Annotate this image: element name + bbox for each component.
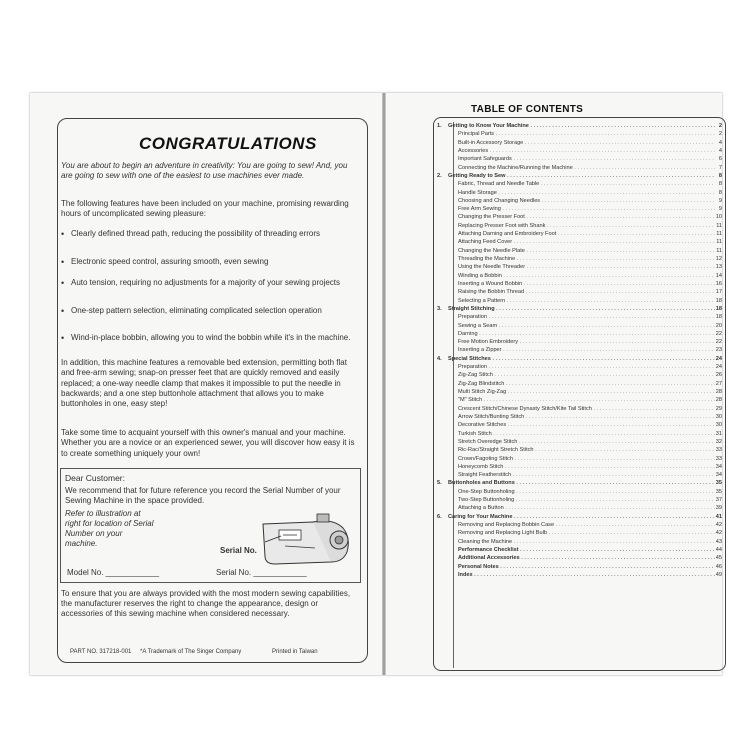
feature-item: • Clearly defined thread path, reducing the possibility of threading errors — [61, 229, 321, 239]
toc-chapter-number: 5. — [437, 480, 442, 487]
toc-entry-title: One-Step Buttonholing . . . — [458, 488, 715, 496]
toc-row — [434, 405, 725, 413]
toc-entry-title: Preparation . . . — [458, 313, 715, 321]
trademark-note: *A Trademark of The Singer Company — [140, 649, 242, 655]
addition-paragraph: In addition, this machine features a removable bed extension, permitting both flat and free-arm sewing; snap-on presser feet that are quickly removed and easily replaced; a one-way needle clamp that makes it impossible to put the needle in backwards; and a one step buttonhole attachment that allows you to make buttonholes in one, easy step! — [61, 358, 347, 409]
toc-page-number: 35 — [715, 488, 722, 495]
toc-entry-title: Ric-Rac/Straight Stretch Stitch . . . — [458, 446, 715, 454]
toc-page-number: 8 — [718, 181, 722, 188]
toc-row — [434, 189, 725, 197]
acquaint-paragraph: Take some time to acquaint yourself with this owner's manual and your machine. Whether you are a novice or an experienced sewer, you will discover how easy it is to create something uniquely your own! — [61, 428, 355, 458]
toc-row — [434, 297, 725, 305]
toc-page-number: 12 — [715, 256, 722, 262]
toc-page-number: 14 — [715, 272, 722, 279]
toc-row — [434, 488, 725, 496]
toc-list — [434, 122, 725, 579]
toc-entry-title: Turkish Stitch . . . — [458, 430, 715, 438]
toc-page-number: 2 — [718, 123, 722, 129]
toc-entry-title: Attaching Feed Cover . . . — [458, 238, 715, 246]
toc-chapter-row — [434, 513, 725, 521]
toc-entry-title: Principal Parts . . . — [458, 130, 715, 138]
toc-page-number: 8 — [718, 172, 722, 179]
toc-entry-title: Handle Storage . . . — [458, 189, 715, 197]
toc-entry-title: Removing and Replacing Light Bulb . . . — [458, 529, 715, 537]
toc-page-number: 2 — [718, 131, 722, 138]
model-number-field: Model No. ____________ — [67, 568, 160, 577]
toc-page-number: 4 — [718, 139, 722, 146]
toc-row — [434, 371, 725, 379]
toc-entry-title: Decorative Stitches . . . — [458, 421, 715, 429]
toc-page-number: 43 — [715, 538, 722, 545]
bullet-icon: • — [61, 306, 65, 316]
toc-page-number: 9 — [718, 206, 722, 213]
toc-entry-title: Straight Featherstitch . . . — [458, 471, 715, 479]
toc-row — [434, 213, 725, 221]
assurance-paragraph: To ensure that you are always provided with the most modern sewing capabilities, the manufacturer reserves the right to change the appearance, design or accessories of this sewing machine when considered necessary. — [61, 589, 351, 618]
toc-entry-title: Special Stitches . . . — [448, 355, 715, 363]
part-number: PART NO. 317218-001 — [70, 649, 132, 655]
toc-row — [434, 496, 725, 504]
toc-row — [434, 455, 725, 463]
recommend-text: We recommend that for future reference you record the Serial Number of your Sewing Machine in the space provided. — [65, 486, 341, 505]
feature-item: • Wind-in-place bobbin, allowing you to wind the bobbin while it's in the machine. — [61, 333, 351, 343]
toc-row — [434, 222, 725, 230]
toc-entry-title: Connecting the Machine/Running the Machine . . . — [458, 164, 715, 172]
toc-entry-title: Straight Stitching . . . — [448, 305, 715, 313]
toc-page-number: 49 — [715, 571, 722, 578]
toc-entry-title: Changing the Needle Plate . . . — [458, 247, 715, 255]
toc-page-number: 35 — [715, 480, 722, 487]
toc-page-number: 6 — [718, 156, 722, 163]
toc-page-number: 42 — [715, 530, 722, 537]
toc-page-number: 22 — [715, 330, 722, 337]
toc-page-number: 34 — [715, 463, 722, 470]
bullet-icon: • — [61, 333, 65, 343]
toc-entry-title: Stretch Overedge Stitch . . . — [458, 438, 715, 446]
toc-page-number: 30 — [715, 422, 722, 429]
toc-entry-title: Selecting a Pattern . . . — [458, 297, 715, 305]
toc-row — [434, 330, 725, 338]
toc-row — [434, 147, 725, 155]
toc-page-number: 22 — [715, 339, 722, 346]
toc-row — [434, 197, 725, 205]
toc-entry-title: Choosing and Changing Needles . . . — [458, 197, 715, 205]
toc-page-number: 18 — [715, 305, 722, 312]
toc-page-number: 46 — [715, 563, 722, 570]
toc-row — [434, 529, 725, 537]
toc-row — [434, 521, 725, 529]
toc-page-number: 30 — [715, 413, 722, 420]
toc-entry-title: Replacing Presser Foot with Shank . . . — [458, 222, 715, 230]
toc-row — [434, 363, 725, 371]
toc-row — [434, 413, 725, 421]
left-page — [30, 93, 382, 675]
toc-entry-title: Zig-Zag Stitch . . . — [458, 371, 715, 379]
toc-page-number: 20 — [715, 322, 722, 329]
toc-page-number: 10 — [715, 214, 722, 221]
toc-entry-title: Personal Notes . . . — [458, 563, 715, 571]
toc-entry-title: Zig-Zag Blindstitch . . . — [458, 380, 715, 388]
toc-chapter-row — [434, 172, 725, 180]
toc-page-number: 18 — [715, 314, 722, 321]
toc-page-number: 28 — [715, 389, 722, 395]
toc-entry-title: Multi Stitch Zig-Zag . . . — [458, 388, 715, 396]
feature-item: • Auto tension, requiring no adjustments for a majority of your sewing projects — [61, 278, 341, 288]
toc-entry-title: Cleaning the Machine . . . — [458, 538, 715, 546]
toc-page-number: 11 — [716, 239, 722, 246]
toc-page-number: 31 — [715, 430, 722, 437]
toc-page-number: 41 — [715, 513, 722, 520]
toc-page-number: 45 — [715, 555, 722, 562]
toc-entry-title: Free Arm Sewing . . . — [458, 205, 715, 213]
toc-entry-title: Built-in Accessory Storage . . . — [458, 139, 715, 147]
toc-row — [434, 155, 725, 163]
toc-row — [434, 238, 725, 246]
toc-chapter-row — [434, 355, 725, 363]
toc-row — [434, 263, 725, 271]
toc-row — [434, 288, 725, 296]
toc-chapter-number: 3. — [437, 305, 442, 312]
toc-chapter-row — [434, 122, 725, 130]
toc-page-number: 9 — [718, 197, 722, 204]
toc-page-number: 33 — [715, 447, 722, 454]
toc-entry-title: Inserting a Zipper . . . — [458, 346, 715, 354]
toc-row — [434, 446, 725, 454]
toc-row — [434, 471, 725, 479]
toc-chapter-number: 1. — [437, 123, 442, 129]
toc-row — [434, 563, 725, 571]
toc-row — [434, 463, 725, 471]
toc-chapter-number: 2. — [437, 172, 442, 179]
right-page — [386, 93, 722, 675]
toc-chapter-row — [434, 479, 725, 487]
toc-row — [434, 380, 725, 388]
toc-page-number: 27 — [715, 380, 722, 387]
toc-entry-title: Attaching a Button . . . — [458, 504, 715, 512]
manual-spread — [30, 93, 722, 675]
toc-row — [434, 205, 725, 213]
feature-item: • Electronic speed control, assuring smooth, even sewing — [61, 257, 269, 267]
toc-page-number: 11 — [716, 231, 722, 238]
bullet-icon: • — [61, 229, 65, 239]
toc-row — [434, 388, 725, 396]
toc-chapter-number: 6. — [437, 513, 442, 520]
bullet-icon: • — [61, 278, 65, 288]
toc-entry-title: Winding a Bobbin . . . — [458, 272, 715, 280]
toc-row — [434, 272, 725, 280]
toc-page-number: 4 — [718, 147, 722, 154]
toc-entry-title: Fabric, Thread and Needle Table . . . — [458, 180, 715, 188]
toc-row — [434, 554, 725, 562]
toc-entry-title: Using the Needle Threader . . . — [458, 263, 715, 271]
toc-row — [434, 396, 725, 404]
intro-paragraph: You are about to begin an adventure in creativity: You are going to sew! And, you are going to sew with one of the easiest to use machines ever made. — [61, 161, 348, 181]
toc-row — [434, 230, 725, 238]
toc-row — [434, 139, 725, 147]
serial-label: Serial No. — [220, 546, 257, 555]
toc-page-number: 44 — [715, 546, 722, 553]
toc-row — [434, 164, 725, 172]
toc-row — [434, 280, 725, 288]
toc-entry-title: Threading the Machine . . . — [458, 255, 715, 263]
page-heading: CONGRATULATIONS — [139, 134, 317, 153]
toc-chapter-number: 4. — [437, 355, 442, 362]
toc-row — [434, 313, 725, 321]
feature-item: • One-step pattern selection, eliminating complicated selection operation — [61, 306, 322, 316]
toc-row — [434, 322, 725, 330]
toc-entry-title: Free Motion Embroidery . . . — [458, 338, 715, 346]
toc-entry-title: Two-Step Buttonholing . . . — [458, 496, 715, 504]
toc-entry-title: Getting to Know Your Machine . . . — [448, 122, 715, 130]
toc-entry-title: Additional Accessories . . . — [458, 554, 715, 562]
toc-page-number: 7 — [718, 164, 722, 171]
toc-entry-title: Accessories . . . — [458, 147, 715, 155]
toc-entry-title: Buttonholes and Buttons . . . — [448, 479, 715, 487]
toc-row — [434, 438, 725, 446]
toc-entry-title: Inserting a Wound Bobbin . . . — [458, 280, 715, 288]
toc-page-number: 17 — [715, 289, 722, 296]
toc-entry-title: Sewing a Seam . . . — [458, 322, 715, 330]
serial-number-field: Serial No. ____________ — [216, 568, 307, 577]
customer-greeting: Dear Customer: — [65, 473, 125, 483]
toc-row — [434, 130, 725, 138]
toc-row — [434, 255, 725, 263]
toc-entry-title: Caring for Your Machine . . . — [448, 513, 715, 521]
toc-page-number: 18 — [715, 297, 722, 304]
toc-entry-title: Removing and Replacing Bobbin Case . . . — [458, 521, 715, 529]
features-lead: The following features have been included on your machine, promising rewarding hours of uncomplicated sewing pleasure: — [61, 199, 349, 219]
bullet-icon: • — [61, 257, 65, 267]
toc-page-number: 24 — [715, 364, 722, 371]
toc-row — [434, 338, 725, 346]
toc-entry-title: Crown/Fagoting Stitch . . . — [458, 455, 715, 463]
toc-entry-title: Honeycomb Stitch . . . — [458, 463, 715, 471]
toc-entry-title: Index . . . — [458, 571, 715, 579]
toc-entry-title: Preparation . . . — [458, 363, 715, 371]
toc-page-number: 8 — [718, 189, 722, 196]
toc-page-number: 42 — [715, 522, 722, 528]
toc-entry-title: Raising the Bobbin Thread . . . — [458, 288, 715, 296]
toc-entry-title: Attaching Darning and Embroidery Foot . . . — [458, 230, 715, 238]
toc-page-number: 32 — [715, 438, 722, 445]
toc-page-number: 13 — [715, 264, 722, 271]
toc-page-number: 16 — [715, 280, 722, 287]
toc-page-number: 26 — [715, 372, 722, 379]
toc-entry-title: Performance Checklist . . . — [458, 546, 715, 554]
toc-page-number: 33 — [715, 455, 722, 462]
toc-entry-title: Darning . . . — [458, 330, 715, 338]
toc-page-number: 23 — [715, 347, 722, 354]
sewing-machine-illustration — [255, 506, 355, 568]
toc-chapter-row — [434, 305, 725, 313]
toc-row — [434, 504, 725, 512]
toc-row — [434, 247, 725, 255]
toc-row — [434, 421, 725, 429]
toc-page-number: 34 — [715, 472, 722, 479]
printed-in-note: Printed in Taiwan — [272, 649, 318, 655]
toc-title: TABLE OF CONTENTS — [471, 104, 584, 115]
toc-page-number: 39 — [715, 505, 722, 512]
toc-page-number: 24 — [715, 355, 722, 362]
toc-entry-title: Crescent Stitch/Chinese Dynasty Stitch/Kite Tail Stitch . . . — [458, 405, 715, 413]
toc-row — [434, 180, 725, 188]
toc-frame — [433, 117, 726, 671]
toc-row — [434, 538, 725, 546]
toc-entry-title: Arrow Stitch/Bunting Stitch . . . — [458, 413, 715, 421]
toc-entry-title: Changing the Presser Foot . . . — [458, 213, 715, 221]
toc-page-number: 28 — [715, 397, 722, 404]
refer-text: Refer to illustration at right for location of Serial Number on your machine. — [65, 509, 154, 548]
toc-entry-title: Important Safeguards . . . — [458, 155, 715, 163]
toc-row — [434, 346, 725, 354]
toc-row — [434, 571, 725, 579]
toc-page-number: 37 — [715, 497, 722, 504]
toc-row — [434, 430, 725, 438]
toc-entry-title: "M" Stitch . . . — [458, 396, 715, 404]
toc-page-number: 11 — [716, 247, 722, 254]
toc-row — [434, 546, 725, 554]
toc-page-number: 29 — [715, 405, 722, 412]
toc-page-number: 11 — [716, 222, 722, 229]
toc-entry-title: Getting Ready to Sew . . . — [448, 172, 715, 180]
